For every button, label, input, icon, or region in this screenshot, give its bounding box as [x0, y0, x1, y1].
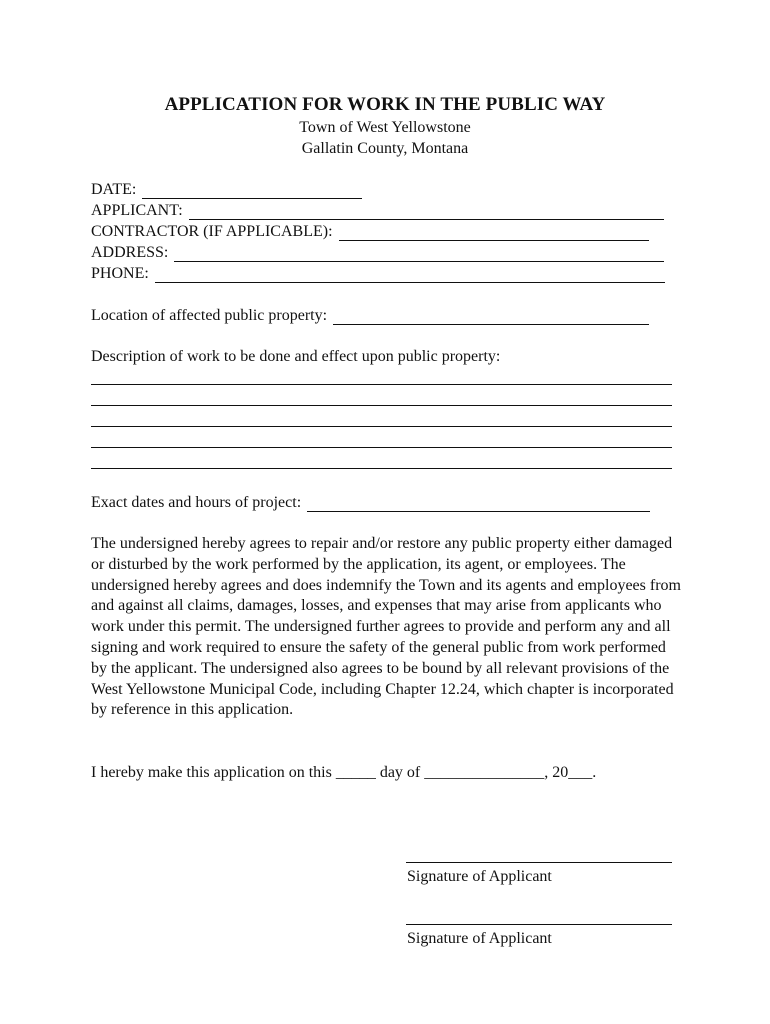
applicant-field [91, 200, 664, 220]
project-dates-field [91, 492, 650, 512]
agreement-paragraph: The undersigned hereby agrees to repair and/or restore any public property either damaged or disturbed by the work performed by the application, its agent, or employees. The undersigned hereby agrees and does indemnify the Town and its agents and employees from and against all claims, damages, losses, and expenses that may arise from applicants who work under this permit. The undersigned further agrees to provide and perform any and all signing and work required to ensure the safety of the general public from work performed by the applicant. The undersigned also agrees to be bound by all relevant provisions of the West Yellowstone Municipal Code, including Chapter 12.24, which chapter is incorporated by reference in this application. [91, 535, 681, 719]
project-dates-label: Exact dates and hours of project: [91, 494, 302, 511]
county-name: Gallatin County, Montana [301, 140, 469, 157]
contractor-input-line[interactable] [339, 225, 649, 241]
location-label: Location of affected public property: [91, 307, 328, 324]
description-line-1[interactable] [91, 384, 672, 385]
address-field [91, 242, 664, 262]
town-name: Town of West Yellowstone [299, 119, 471, 136]
applicant-label: APPLICANT: [91, 202, 183, 219]
applicant-input-line[interactable] [189, 204, 664, 220]
description-label: Description of work to be done and effect upon public property: [91, 348, 501, 365]
declaration-text: I hereby make this application on this _____ day of _______________, 20___. [91, 764, 597, 781]
signature-line-1[interactable] [406, 862, 672, 863]
phone-label: PHONE: [91, 265, 149, 282]
address-input-line[interactable] [174, 246, 664, 262]
form-title: APPLICATION FOR WORK IN THE PUBLIC WAY [164, 94, 606, 115]
location-input-line[interactable] [333, 309, 649, 325]
contractor-label: CONTRACTOR (IF APPLICABLE): [91, 223, 333, 240]
date-field [91, 179, 362, 199]
address-label: ADDRESS: [91, 244, 169, 261]
description-line-3[interactable] [91, 426, 672, 427]
phone-field [91, 263, 665, 283]
description-line-4[interactable] [91, 447, 672, 448]
signature-label-2: Signature of Applicant [407, 930, 552, 947]
description-line-2[interactable] [91, 405, 672, 406]
contractor-field [91, 221, 649, 241]
signature-line-2[interactable] [406, 924, 672, 925]
date-label: DATE: [91, 181, 137, 198]
date-input-line[interactable] [142, 183, 362, 199]
project-dates-input-line[interactable] [307, 496, 650, 512]
description-line-5[interactable] [91, 468, 672, 469]
location-field [91, 305, 649, 325]
signature-label-1: Signature of Applicant [407, 868, 552, 885]
description-field [91, 346, 506, 366]
phone-input-line[interactable] [155, 267, 665, 283]
